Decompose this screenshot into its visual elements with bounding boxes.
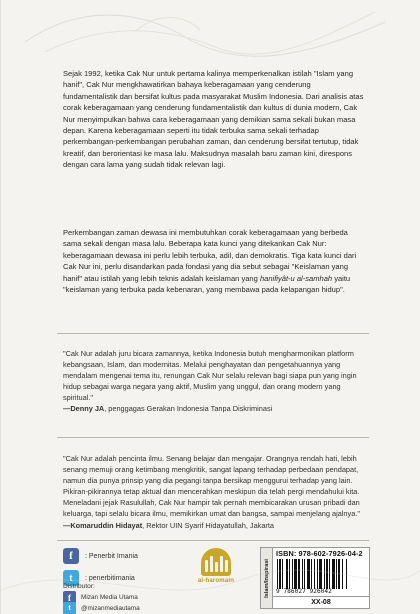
twitter-handle: : penerbitimania: [85, 574, 135, 582]
twitter-icon: t: [63, 570, 79, 586]
category-label: Islam/Inspirasi: [263, 558, 270, 598]
synopsis-paragraph-2-text-a: Perkembangan zaman dewasa ini membutuhkan corak keberagamaan yang berbeda sama sekali dengan masa lalu. Beberapa kata kunci yang ditekankan Cak Nur: keberagamaan dewasa ini perlu lebih terbuka, adil, dan demokratis. Tiga kata kunci dari Cak Nur ini, perlu disandarkan pada fondasi yang dia sebut sebagai "Keislaman yang hanif" atau istilah yang lebih teknis adalah keislaman yang: [63, 228, 357, 283]
distributor-facebook-name: Mizan Media Utama: [81, 594, 138, 601]
quote-author-role: , Rektor UIN Syarif Hidayatullah, Jakarta: [142, 520, 275, 530]
product-code: XX-08: [273, 596, 369, 608]
divider: [57, 437, 369, 438]
quote-author: —Komaruddin Hidayat: [63, 520, 143, 530]
decorative-flourish: [15, 2, 395, 62]
synopsis-paragraph-1: Sejak 1992, ketika Cak Nur untuk pertama kalinya memperkenalkan istilah "Islam yang hanif", Cak Nur mengkhawatirkan bahaya keberagamaan yang cenderung fundamentalistik dan bersifat kultus pada masyarakat Muslim Indonesia. Dari analisis atas corak keberagamaan yang cenderung fundamentalistik dan kultus di dunia modern, Cak Nur menyimpulkan bahwa cara keberagamaan yang demikian sama sekali bukan masa depan. Karena keberagamaan seperti itu tidak terbuka sama sekali terhadap perkembangan-perkembangan perubahan zaman, dan cenderung bersifat tertutup, tidak kreatif, dan berorientasi ke masa lalu. Maksudnya masalah baru zaman kini, direspons dengan cara lama yang sudah tidak relevan lagi.: [63, 69, 364, 170]
isbn-number: ISBN: 978-602-7926-04-2: [276, 549, 363, 558]
synopsis-paragraph-2-italic-term: hanifiyât-u al-samhah: [259, 273, 333, 283]
quote-text: "Cak Nur adalah pencinta ilmu. Senang belajar dan mengajar. Orangnya rendah hati, lebih senang memuji orang ketimbang mengkritik, sangat lapang terhadap perbedaan pendapat, namun dia punya prinsip yang dia pegangi tanpa bersikap menggurui terhadap yang lain. Pikiran-pikirannya tetap aktual dan mencerahkan meskipun dia telah pergi mendahului kita. Meneladani jejak Rasulullah, Cak Nur hampir tak pernah membicarakan urusan pribadi dan keluarga, tapi selalu bicara ilmu, memikirkan umat dan bangsa, sampai menjelang ajalnya.": [63, 454, 360, 519]
facebook-icon: f: [63, 548, 79, 564]
endorsement-quote: [63, 453, 363, 531]
barcode-digits: 9 786027 926042: [276, 588, 332, 595]
twitter-icon: t: [63, 602, 76, 614]
distributor-label: Distributor:: [63, 583, 95, 590]
distributor-twitter-handle: @mizanmediautama: [81, 605, 140, 612]
synopsis-paragraph-2-text-b: yaitu "keislaman yang terbuka pada kebenaran, yang membawa pada kelapangan hidup".: [63, 273, 351, 295]
endorsement-quote: [63, 348, 363, 415]
decorative-flourish-bottom: [1, 560, 420, 614]
synopsis-paragraph-2: [63, 227, 367, 295]
publisher-logo-text: al-haromain: [197, 578, 235, 584]
facebook-icon: f: [63, 591, 76, 604]
quote-text: "Cak Nur adalah juru bicara zamannya, ketika Indonesia butuh mengharmonikan platform kebangsaan, Islam, dan modernitas. Melalui penghayatan dan pengetahuannya yang mendalam mengenai tema itu, renungan Cak Nur selalu relevan bagi siapa pun yang ingin hidup sebagai warga negara yang aktif, Muslim yang unggul, dan orang modern yang spiritual.": [63, 349, 357, 403]
quote-author-role: , penggagas Gerakan Indonesia Tanpa Diskriminasi: [104, 404, 273, 414]
facebook-handle: : Penerbit Imania: [85, 552, 138, 560]
divider: [57, 540, 369, 541]
divider: [57, 333, 369, 334]
quote-author: —Denny JA: [63, 404, 105, 414]
